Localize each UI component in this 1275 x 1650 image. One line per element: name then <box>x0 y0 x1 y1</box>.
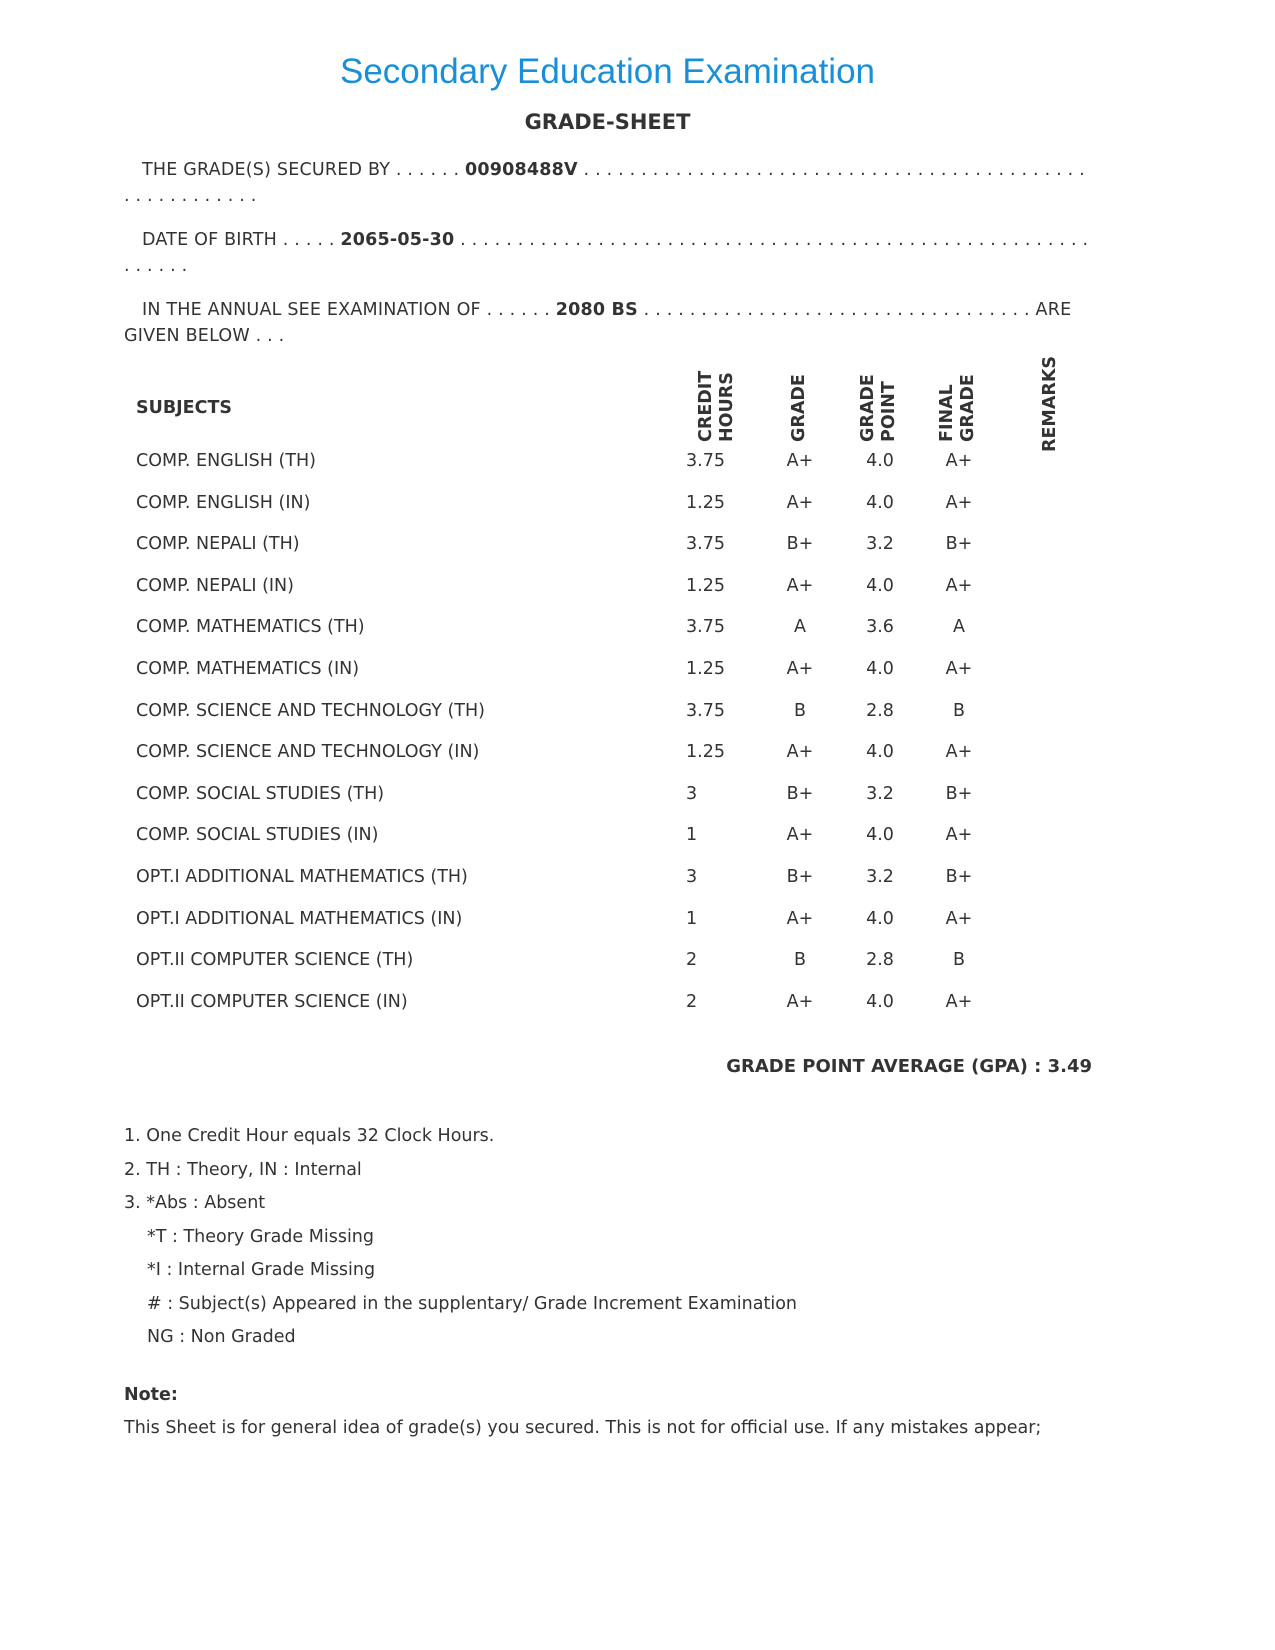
grade: A+ <box>786 991 814 1012</box>
header-text: POINT <box>879 381 899 442</box>
subject-name: COMP. SCIENCE AND TECHNOLOGY (TH) <box>136 700 485 721</box>
grade-point: 4.0 <box>866 451 894 471</box>
grade: A+ <box>786 825 814 846</box>
grade: B+ <box>786 867 814 887</box>
grade: B <box>793 950 806 971</box>
subject-name: COMP. SOCIAL STUDIES (TH) <box>136 783 385 804</box>
dob-value: 2065-05-30 <box>340 230 455 250</box>
dots: . . . . . <box>277 230 341 250</box>
table-row <box>0 701 1215 731</box>
credit-hours: 3.75 <box>686 534 725 555</box>
table-row <box>0 617 1215 647</box>
grade-point: 2.8 <box>866 700 894 721</box>
header-final-grade <box>937 374 979 442</box>
final-grade: A+ <box>945 575 973 596</box>
subject-name: OPT.II COMPUTER SCIENCE (TH) <box>136 950 414 971</box>
exam-year: 2080 BS <box>555 300 638 320</box>
final-grade: B+ <box>945 867 973 887</box>
credit-hours: 1 <box>686 825 698 846</box>
credit-hours: 1.25 <box>686 492 725 513</box>
header-grade: GRADE <box>789 374 809 442</box>
credit-hours: 1.25 <box>686 742 725 763</box>
grade-point: 3.6 <box>866 617 894 638</box>
credit-hours: 2 <box>686 950 698 971</box>
credit-hours: 2 <box>686 991 698 1012</box>
grade-point: 4.0 <box>866 659 894 679</box>
table-row <box>0 950 1215 980</box>
table-row <box>0 742 1215 772</box>
exam-label: IN THE ANNUAL SEE EXAMINATION OF <box>142 300 481 320</box>
subject-name: COMP. MATHEMATICS (TH) <box>136 617 365 638</box>
legend-item: 2. TH : Theory, IN : Internal <box>124 1159 362 1180</box>
symbol-number: 00908488V <box>465 160 578 180</box>
table-row <box>0 534 1215 564</box>
grade-point: 4.0 <box>866 908 894 929</box>
final-grade: A+ <box>945 742 973 763</box>
grade-sheet-heading: GRADE-SHEET <box>524 110 691 134</box>
grade: A+ <box>786 742 814 763</box>
table-row <box>0 659 1215 689</box>
dots: . . . . . . <box>480 300 556 320</box>
subject-name: COMP. SOCIAL STUDIES (IN) <box>136 825 379 846</box>
grade-point: 3.2 <box>866 867 894 887</box>
header-text: FINAL <box>937 384 957 442</box>
grade-point: 3.2 <box>866 783 894 804</box>
grade: B+ <box>786 783 814 804</box>
subject-name: COMP. NEPALI (TH) <box>136 534 300 555</box>
grade-point: 4.0 <box>866 492 894 513</box>
credit-hours: 1.25 <box>686 659 725 679</box>
subject-name: COMP. NEPALI (IN) <box>136 575 294 596</box>
table-row <box>0 825 1215 855</box>
grade: A+ <box>786 908 814 929</box>
header-grade-point <box>858 374 900 442</box>
subject-name: COMP. MATHEMATICS (IN) <box>136 659 360 679</box>
exam-title: Secondary Education Examination <box>339 52 876 91</box>
final-grade: A+ <box>945 825 973 846</box>
table-row <box>0 576 1215 606</box>
credit-hours: 3.75 <box>686 700 725 721</box>
grade-point: 4.0 <box>866 742 894 763</box>
gpa: GRADE POINT AVERAGE (GPA) : 3.49 <box>726 1056 1092 1077</box>
final-grade: B <box>952 950 965 971</box>
grade: B <box>793 700 806 721</box>
secured-by-line <box>124 157 1094 209</box>
grade: B+ <box>786 534 814 555</box>
secured-by-label: THE GRADE(S) SECURED BY <box>142 160 391 180</box>
grade: A+ <box>786 451 814 471</box>
dob-line <box>124 227 1094 279</box>
dots: . . . . . . <box>390 160 466 180</box>
legend-item: NG : Non Graded <box>147 1327 296 1347</box>
dots: . . . . . . . . . . . . . . . . . . . . . . . . . . . . . . . . . . <box>637 300 1036 320</box>
final-grade: A+ <box>945 991 973 1012</box>
subject-name: OPT.II COMPUTER SCIENCE (IN) <box>136 991 408 1012</box>
final-grade: B <box>952 700 965 721</box>
legend-item: *T : Theory Grade Missing <box>147 1226 375 1247</box>
credit-hours: 3 <box>686 783 698 804</box>
final-grade: A+ <box>945 659 973 679</box>
note-text: This Sheet is for general idea of grade(s) you secured. This is not for official use. If any mistakes appear; <box>124 1418 1042 1438</box>
header-text: HOURS <box>717 372 737 442</box>
grade-point: 3.2 <box>866 534 894 555</box>
subject-name: OPT.I ADDITIONAL MATHEMATICS (IN) <box>136 908 463 929</box>
credit-hours: 3.75 <box>686 451 725 471</box>
legend-item: # : Subject(s) Appeared in the supplentary/ Grade Increment Examination <box>147 1293 797 1314</box>
header-credit-hours <box>696 371 738 442</box>
table-row <box>0 451 1215 481</box>
table-row <box>0 992 1215 1022</box>
subject-name: COMP. ENGLISH (TH) <box>136 451 316 471</box>
subject-name: COMP. SCIENCE AND TECHNOLOGY (IN) <box>136 742 480 763</box>
header-subjects: SUBJECTS <box>136 398 233 418</box>
dots: . . . . . . . . . . . . . . . . . . . . . . . . . . . . . . . . . . . . . . . . . . . . . . . . . . . . . . . . <box>124 160 1085 206</box>
table-row <box>0 909 1215 939</box>
final-grade: A+ <box>945 908 973 929</box>
grade: A+ <box>786 575 814 596</box>
final-grade: B+ <box>945 534 973 555</box>
grade-point: 4.0 <box>866 575 894 596</box>
table-row <box>0 784 1215 814</box>
table-row <box>0 867 1215 897</box>
grade: A+ <box>786 659 814 679</box>
header-text: CREDIT <box>696 370 716 442</box>
note-heading: Note: <box>124 1385 178 1405</box>
exam-line <box>124 297 1094 349</box>
subject-name: COMP. ENGLISH (IN) <box>136 492 311 513</box>
table-row <box>0 493 1215 523</box>
credit-hours: 3 <box>686 867 698 887</box>
dots: . . . . . . . . . . . . . . . . . . . . . . . . . . . . . . . . . . . . . . . . . . . . . . . . . . . . . . . . . . . . . <box>124 230 1089 276</box>
credit-hours: 1 <box>686 908 698 929</box>
grade: A <box>794 617 806 638</box>
credit-hours: 3.75 <box>686 617 725 638</box>
subject-name: OPT.I ADDITIONAL MATHEMATICS (TH) <box>136 867 468 887</box>
final-grade: A+ <box>945 492 973 513</box>
legend-item: 3. *Abs : Absent <box>124 1193 266 1213</box>
grade: A+ <box>786 492 814 513</box>
grade-point: 4.0 <box>866 825 894 846</box>
header-text: GRADE <box>858 374 878 442</box>
grade-point: 2.8 <box>866 950 894 971</box>
grade-point: 4.0 <box>866 991 894 1012</box>
final-grade: B+ <box>945 783 973 804</box>
header-text: GRADE <box>958 374 978 442</box>
header-remarks: REMARKS <box>1040 355 1060 452</box>
final-grade: A <box>953 617 965 638</box>
exam-suffix: ARE GIVEN BELOW . . . <box>124 300 1072 346</box>
final-grade: A+ <box>945 451 973 471</box>
legend-item: 1. One Credit Hour equals 32 Clock Hours. <box>124 1126 495 1146</box>
credit-hours: 1.25 <box>686 575 725 596</box>
legend-item: *I : Internal Grade Missing <box>147 1260 376 1280</box>
dob-label: DATE OF BIRTH <box>142 230 277 250</box>
